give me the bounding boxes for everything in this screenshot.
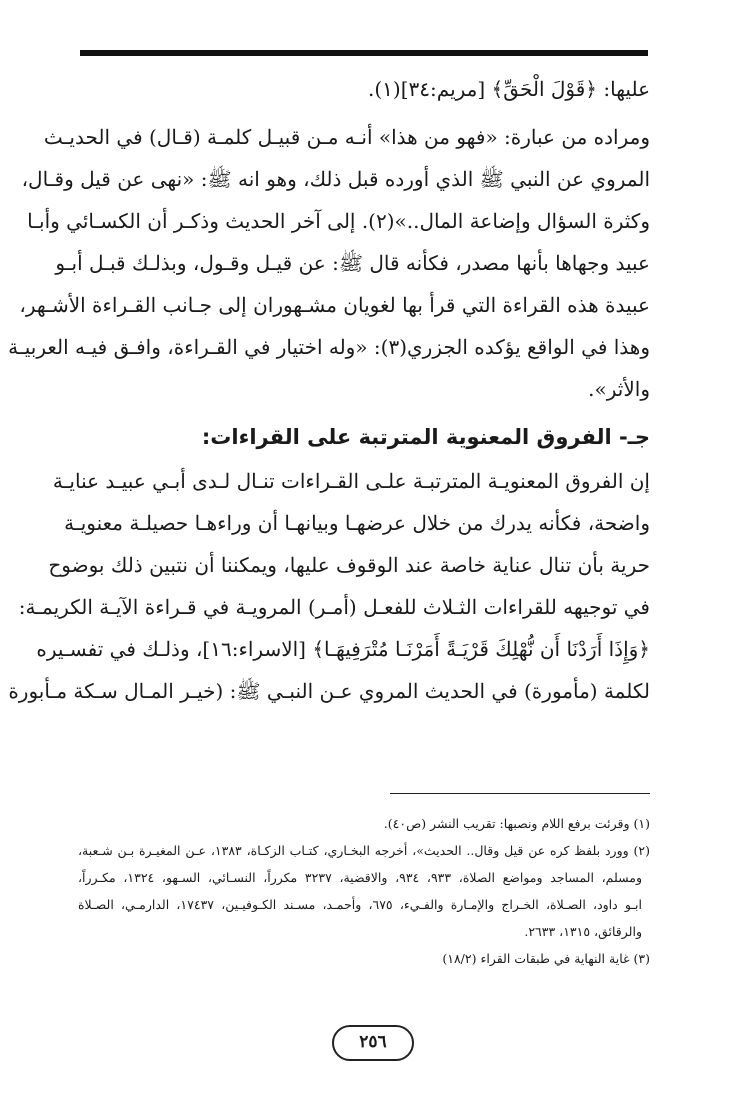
paragraph-1 — [8, 116, 650, 410]
paragraph-2 — [8, 460, 650, 712]
footnote-1: (١) وقرئت برفع اللام ونصبها: تقريب النشر (ص٤٠). — [383, 816, 650, 831]
footnote-2-line: ومسلم، المساجد ومواضع الصلاة، ٩٣٣، ٩٣٤، والاقضية، ٣٢٣٧ مكرراً، النسـائي، السـهو، ١٣٢٤، مكـرراً، — [78, 870, 642, 885]
text-line: المروي عن النبي ﷺ الذي أورده قبل ذلك، وهو انه ﷺ: «نهى عن قيل وقـال، — [21, 167, 650, 191]
footnotes — [78, 810, 650, 972]
text-line: إن الفروق المعنويـة المترتبـة علـى القـراءات تنـال لـدى أبـي عبيـد عنايـة — [52, 469, 650, 493]
footnote-2-line: والرقائق، ١٣١٥، ٢٦٣٣. — [524, 924, 642, 939]
main-text — [8, 68, 650, 712]
section-heading: جـ- الفروق المعنوية المترتبة على القراءات: — [201, 425, 650, 449]
text-line: ومراده من عبارة: «فهو من هذا» أنـه مـن قبيـل كلمـة (قـال) في الحديـث — [43, 125, 650, 149]
footnote-separator — [390, 793, 650, 794]
intro-line: عليها: ﴿قَوْلَ الْحَقِّ﴾ [مريم:٣٤](١). — [368, 77, 650, 101]
page-number: ٢٥٦ — [332, 1025, 414, 1061]
footnote-2-line: (٢) وورد بلفظ كره عن قيل وقال.. الحديث»، أخرجه البخـاري، كتـاب الزكـاة، ١٣٨٣، عـن المغيـرة بـن شـعبة، — [78, 843, 650, 858]
text-line: وكثرة السؤال وإضاعة المال..»(٢). إلى آخر الحديث وذكـر أن الكسـائي وأبـا — [27, 209, 650, 233]
text-line: عبيدة هذه القراءة التي قرأ بها لغويان مشـهوران إلى جـانب القـراءة الأشـهر، — [19, 293, 650, 317]
footnote-2-line: ابـو داود، الصـلاة، الخـراج والإمـارة والفـيء، ٦٧٥، وأحمـد، مسـند الكـوفيـين، ١٧٤٣٧، الدارمـي، الصـلاة — [78, 897, 642, 912]
text-line: وهذا في الواقع يؤكده الجزري(٣): «وله اختيار في القـراءة، وافـق فيـه العربيـة — [8, 335, 650, 359]
text-line: واضحة، فكأنه يدرك من خلال عرضهـا وبيانهـا أن وراءهـا حصيلـة معنويـة — [64, 511, 650, 535]
text-line: لكلمة (مأمورة) في الحديث المروي عـن النبـي ﷺ: (خيـر المـال سـكة مـأبورة — [8, 679, 650, 703]
header-rule — [80, 50, 648, 56]
text-line: في توجيهه للقراءات الثـلاث للفعـل (أمـر) المرويـة في قـراءة الآيـة الكريمـة: — [18, 595, 650, 619]
text-line: عبيد وجهاها بأنها مصدر، فكأنه قال ﷺ: عن قيـل وقـول، وبذلـك قبـل أبـو — [55, 251, 650, 275]
text-line: ﴿وَإِذَا أَرَدْنَا أَن نُّهْلِكَ قَرْيَـةً أَمَرْنَـا مُتْرَفِيهَـا﴾ [الاسراء:١٦]، وذلـك في تفسـيره — [36, 637, 650, 661]
text-line: حرية بأن تنال عناية خاصة عند الوقوف عليها، ويمكننا أن نتبين ذلك بوضوح — [48, 553, 650, 577]
text-line: والأثر». — [588, 377, 650, 401]
footnote-3: (٣) غاية النهاية في طبقات القراء (١٨/٢) — [442, 951, 650, 966]
